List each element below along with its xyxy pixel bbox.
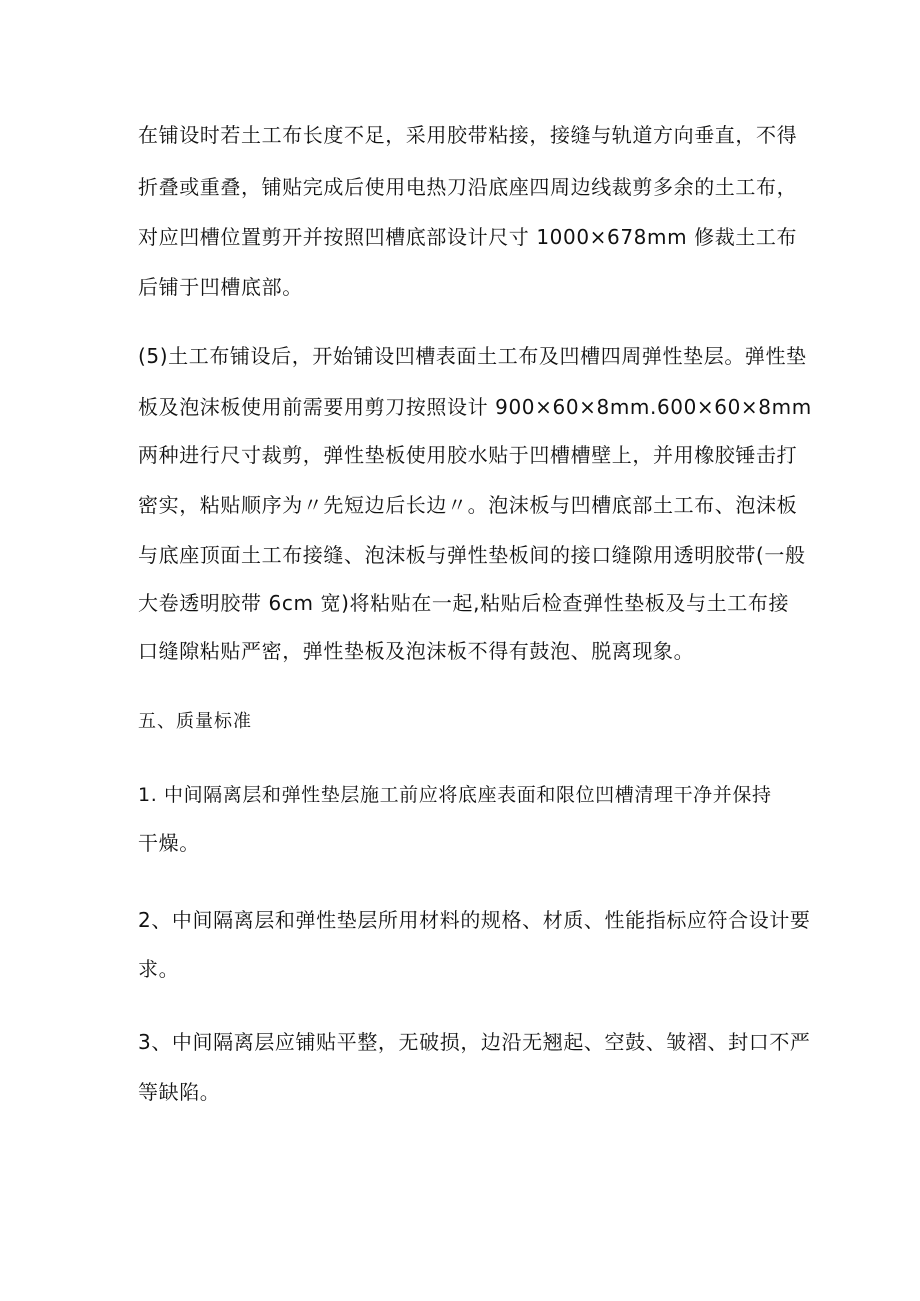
section-heading: 五、质量标准 <box>138 711 252 732</box>
item-2-line-2: 求。 <box>138 957 180 981</box>
paragraph-2-line-6: 大卷透明胶带 6cm 宽)将粘贴在一起,粘贴后检查弹性垫板及与土工布接 <box>138 591 790 615</box>
paragraph-1-line-3: 对应凹槽位置剪开并按照凹槽底部设计尺寸 1000×678mm 修裁土工布 <box>138 225 798 249</box>
paragraph-2-line-5: 与底座顶面土工布接缝、泡沫板与弹性垫板间的接口缝隙用透明胶带(一般 <box>138 543 806 567</box>
item-2-line-1: 2、中间隔离层和弹性垫层所用材料的规格、材质、性能指标应符合设计要 <box>138 908 811 932</box>
paragraph-1-line-2: 折叠或重叠，铺贴完成后使用电热刀沿底座四周边线裁剪多余的土工布， <box>138 175 798 199</box>
paragraph-2-line-4: 密实，粘贴顺序为〃先短边后长边〃。泡沫板与凹槽底部土工布、泡沫板 <box>138 493 798 517</box>
item-1-line-2: 干燥。 <box>138 831 200 855</box>
paragraph-2-line-2: 板及泡沫板使用前需要用剪刀按照设计 900×60×8mm.600×60×8mm <box>138 395 812 419</box>
item-3-line-2: 等缺陷。 <box>138 1080 221 1104</box>
item-3-line-1: 3、中间隔离层应铺贴平整，无破损，边沿无翘起、空鼓、皱褶、封口不严 <box>138 1030 811 1054</box>
paragraph-2-line-7: 口缝隙粘贴严密，弹性垫板及泡沫板不得有鼓泡、脱离现象。 <box>138 639 695 663</box>
paragraph-2-line-1: (5)土工布铺设后，开始铺设凹槽表面土工布及凹槽四周弹性垫层。弹性垫 <box>138 344 807 368</box>
paragraph-1-line-1: 在铺设时若土工布长度不足，采用胶带粘接，接缝与轨道方向垂直，不得 <box>138 123 798 147</box>
paragraph-2-line-3: 两种进行尺寸裁剪，弹性垫板使用胶水贴于凹槽槽壁上，并用橡胶锤击打 <box>138 443 798 467</box>
item-1-line-1: 1. 中间隔离层和弹性垫层施工前应将底座表面和限位凹槽清理干净并保持 <box>138 784 772 806</box>
paragraph-1-line-4: 后铺于凹槽底部。 <box>138 275 303 299</box>
